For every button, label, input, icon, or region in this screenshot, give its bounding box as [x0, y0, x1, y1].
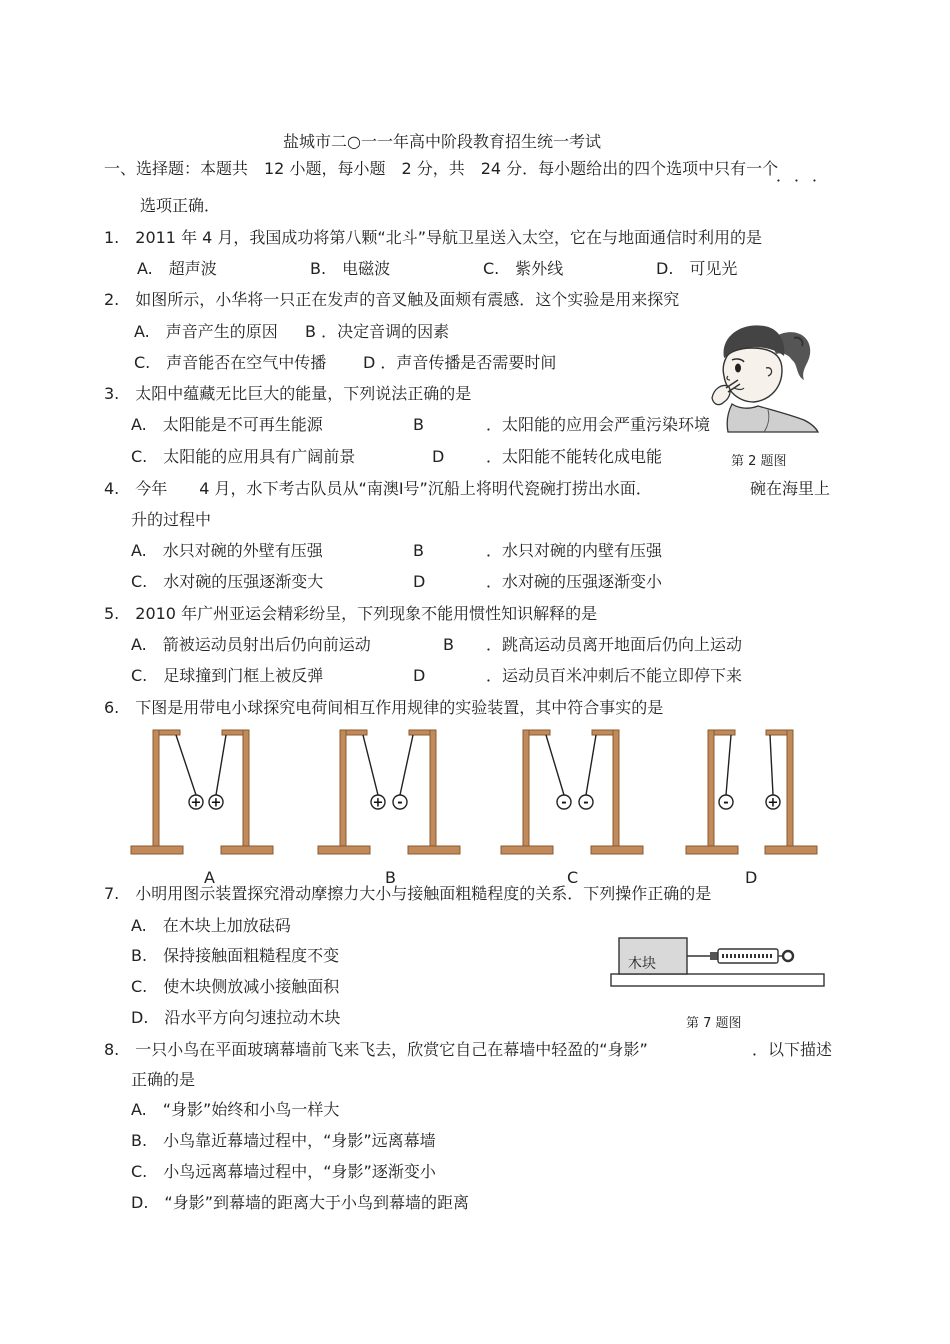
thread — [726, 735, 731, 795]
stand-post — [243, 730, 249, 846]
q4-stem-end: 碗在海里上 — [750, 479, 831, 498]
q4-option-a[interactable]: A. 水只对碗的外壁有压强 — [131, 541, 323, 560]
stand-post — [430, 730, 436, 846]
q3-option-d[interactable]: ．太阳能不能转化成电能 — [486, 447, 663, 466]
q1-option-d[interactable]: D. 可见光 — [656, 259, 738, 278]
girl-tuning-fork-figure — [708, 318, 820, 432]
q5-option-a[interactable]: A. 箭被运动员射出后仍向前运动 — [131, 635, 371, 654]
stand-arm — [409, 730, 430, 735]
thread — [586, 735, 596, 795]
emphasis-dots: ．．． — [776, 166, 839, 185]
q7-figure-caption: 第 7 题图 — [686, 1016, 742, 1031]
charge-sign: + — [767, 795, 779, 811]
stand-base — [318, 846, 370, 854]
section-instruction: 一、选择题：本题共 12 小题，每小题 2 分，共 24 分．每小题给出的四个选项中只有一个 — [104, 159, 779, 178]
charge-sign: - — [723, 795, 729, 811]
exam-title: 盐城市二○一一年高中阶段教育招生统一考试 — [283, 132, 601, 151]
q4-stem: 4. 今年 4 月，水下考古队员从“南澳Ⅰ号”沉船上将明代瓷碗打捞出水面． — [104, 479, 652, 498]
stand-arm — [159, 730, 180, 735]
q8-stem-end: ．以下描述 — [752, 1040, 833, 1059]
q3-option-a[interactable]: A. 太阳能是不可再生能源 — [131, 415, 323, 434]
q7-option-c[interactable]: C. 使木块侧放减小接触面积 — [131, 977, 340, 996]
stand-arm — [529, 730, 550, 735]
q8-option-a[interactable]: A. “身影”始终和小鸟一样大 — [131, 1100, 340, 1119]
stand-post — [523, 730, 529, 846]
q1-stem: 1. 2011 年 4 月，我国成功将第八颗“北斗”导航卫星送入太空，它在与地面通信时利用的是 — [104, 228, 763, 247]
q5-option-b[interactable]: ．跳高运动员离开地面后仍向上运动 — [486, 635, 743, 654]
q1-option-b[interactable]: B. 电磁波 — [310, 259, 391, 278]
q4-option-d-letter[interactable]: D — [413, 572, 426, 591]
q5-option-b-letter[interactable]: B — [443, 635, 454, 654]
q7-stem: 7. 小明用图示装置探究滑动摩擦力大小与接触面粗糙程度的关系．下列操作正确的是 — [104, 884, 712, 903]
q4-option-b-letter[interactable]: B — [413, 541, 424, 560]
q1-option-a[interactable]: A. 超声波 — [137, 259, 217, 278]
q4-option-b[interactable]: ．水只对碗的内壁有压强 — [486, 541, 663, 560]
stand-base — [221, 846, 273, 854]
q7-option-b[interactable]: B. 保持接触面粗糙程度不变 — [131, 946, 340, 965]
q3-option-b-letter[interactable]: B — [413, 415, 424, 434]
stand-post — [613, 730, 619, 846]
q8-option-d[interactable]: D. “身影”到幕墙的距离大于小鸟到幕墙的距离 — [131, 1193, 469, 1212]
q4-stem-cont: 升的过程中 — [131, 510, 212, 529]
stand-base — [501, 846, 553, 854]
stand-arm — [222, 730, 243, 735]
q6-label-c[interactable]: C — [567, 868, 579, 887]
q2-option-d[interactable]: D ．声音传播是否需要时间 — [363, 353, 557, 372]
q2-option-b[interactable]: B ．决定音调的因素 — [305, 322, 450, 341]
charge-sign: - — [561, 795, 567, 811]
q8-stem: 8. 一只小鸟在平面玻璃幕墙前飞来飞去，欣赏它自己在幕墙中轻盈的“身影” — [104, 1040, 648, 1059]
q6-label-a[interactable]: A — [204, 868, 215, 887]
q3-option-b[interactable]: ．太阳能的应用会严重污染环境 — [486, 415, 711, 434]
q8-option-b[interactable]: B. 小鸟靠近幕墙过程中，“身影”远离幕墙 — [131, 1131, 436, 1150]
thread — [363, 735, 378, 795]
q5-option-c[interactable]: C. 足球撞到门框上被反弹 — [131, 666, 324, 685]
q5-option-d[interactable]: ．运动员百米冲刺后不能立即停下来 — [486, 666, 743, 685]
stand-post — [708, 730, 714, 846]
thread — [400, 735, 413, 795]
q3-stem: 3. 太阳中蕴藏无比巨大的能量，下列说法正确的是 — [104, 384, 472, 403]
q3-option-c[interactable]: C. 太阳能的应用具有广阔前景 — [131, 447, 356, 466]
charged-balls-apparatus — [0, 720, 950, 860]
stand-base — [765, 846, 817, 854]
section-instruction-cont: 选项正确． — [140, 196, 221, 215]
charge-sign: + — [210, 795, 222, 811]
q1-option-c[interactable]: C. 紫外线 — [483, 259, 564, 278]
q6-label-b[interactable]: B — [385, 868, 396, 887]
q4-option-c[interactable]: C. 水对碗的压强逐渐变大 — [131, 572, 324, 591]
charge-sign: - — [397, 795, 403, 811]
stand-arm — [766, 730, 787, 735]
q4-option-d[interactable]: ．水对碗的压强逐渐变小 — [486, 572, 663, 591]
q5-option-d-letter[interactable]: D — [413, 666, 426, 685]
q3-option-d-letter[interactable]: D — [432, 447, 445, 466]
q8-stem-cont: 正确的是 — [131, 1070, 196, 1089]
q2-stem: 2. 如图所示，小华将一只正在发声的音叉触及面颊有震感．这个实验是用来探究 — [104, 290, 680, 309]
thread — [216, 735, 226, 795]
q7-option-a[interactable]: A. 在木块上加放砝码 — [131, 916, 291, 935]
thread — [176, 735, 196, 795]
q2-option-c[interactable]: C. 声音能否在空气中传播 — [134, 353, 327, 372]
stand-post — [153, 730, 159, 846]
stand-base — [686, 846, 738, 854]
stand-base — [591, 846, 643, 854]
stand-post — [787, 730, 793, 846]
q2-figure-caption: 第 2 题图 — [731, 454, 787, 469]
stand-arm — [346, 730, 367, 735]
q6-label-d[interactable]: D — [745, 868, 758, 887]
stand-post — [340, 730, 346, 846]
q2-option-a[interactable]: A. 声音产生的原因 — [134, 322, 278, 341]
q8-option-c[interactable]: C. 小鸟远离幕墙过程中，“身影”逐渐变小 — [131, 1162, 436, 1181]
q6-stem: 6. 下图是用带电小球探究电荷间相互作用规律的实验装置，其中符合事实的是 — [104, 698, 664, 717]
thread — [770, 735, 773, 795]
thread — [546, 735, 564, 795]
charge-sign: - — [583, 795, 589, 811]
stand-arm — [714, 730, 735, 735]
q7-option-d[interactable]: D. 沿水平方向匀速拉动木块 — [131, 1008, 341, 1027]
stand-base — [408, 846, 460, 854]
charge-sign: + — [190, 795, 202, 811]
q5-stem: 5. 2010 年广州亚运会精彩纷呈，下列现象不能用惯性知识解释的是 — [104, 604, 598, 623]
charge-sign: + — [372, 795, 384, 811]
stand-arm — [592, 730, 613, 735]
stand-base — [131, 846, 183, 854]
block-label: 木块 — [628, 956, 656, 972]
